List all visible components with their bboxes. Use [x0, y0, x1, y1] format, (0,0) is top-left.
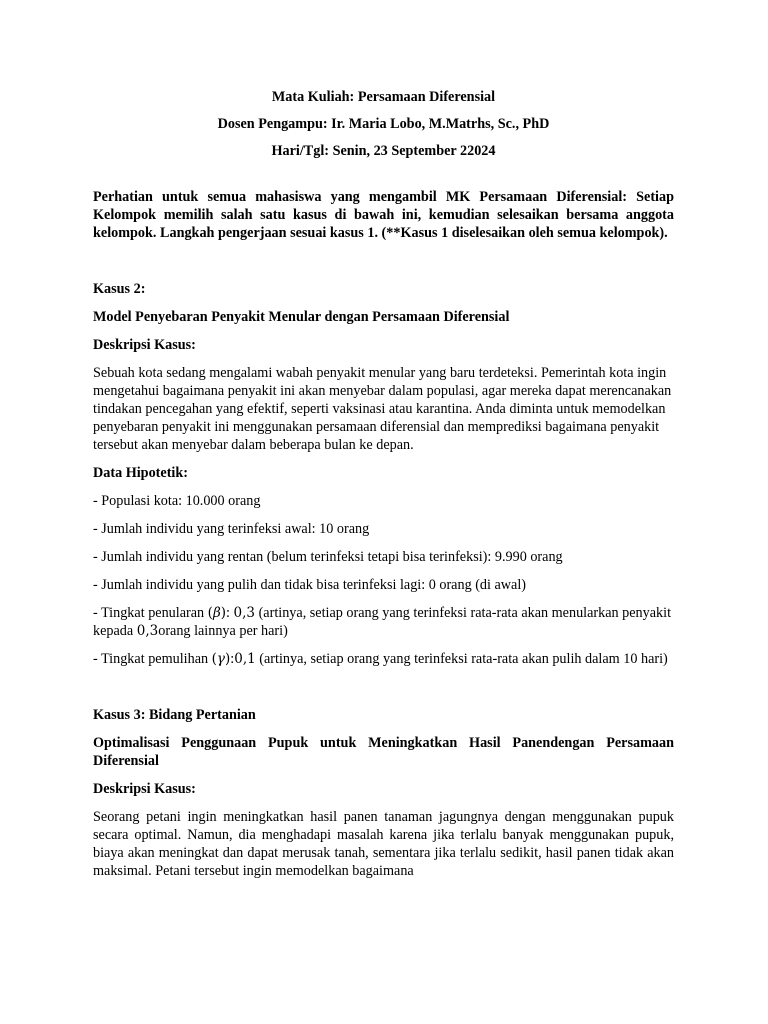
case2-title: Model Penyebaran Penyakit Menular dengan Persamaan Diferensial [93, 309, 510, 325]
course-title: Mata Kuliah: Persamaan Diferensial [271, 89, 496, 105]
data-item-initial-infected: - Jumlah individu yang terinfeksi awal: 10 orang [93, 521, 370, 537]
transmission-colon: : [226, 605, 234, 621]
document-body [93, 88, 674, 880]
transmission-value: 0,3 [233, 605, 256, 621]
case3-heading: Kasus 3: Bidang Pertanian [93, 707, 256, 723]
data-item-transmission-rate [93, 604, 674, 640]
instructions-paragraph: Perhatian untuk semua mahasiswa yang mengambil MK Persamaan Diferensial: Setiap Kelompok memilih salah satu kasus di bawah ini, kemudian selesaikan bersama anggota kelompok. Langkah pengerjaan sesuai kasus 1. (**Kasus 1 diselesaikan oleh semua kelompok). [93, 189, 674, 241]
data-item-recovery-rate [93, 650, 674, 668]
transmission-prefix: - Tingkat penularan [93, 605, 208, 621]
lecturer-line: Dosen Pengampu: Ir. Maria Lobo, M.Matrhs, Sc., PhD [217, 116, 550, 132]
case2-description: Sebuah kota sedang mengalami wabah penyakit menular yang baru terdeteksi. Pemerintah kota ingin mengetahui bagaimana penyakit ini akan menyebar dalam populasi, agar mereka dapat merencanakan tindakan pencegahan yang efektif, seperti vaksinasi atau karantina. Anda diminta untuk memodelkan penyebaran penyakit ini menggunakan persamaan diferensial dan memprediksi bagaimana penyakit tersebut akan menyebar dalam beberapa bulan ke depan. [93, 365, 672, 453]
recovery-symbol: (γ) [211, 651, 231, 667]
case3-description-label: Deskripsi Kasus: [93, 781, 196, 797]
data-item-recovered: - Jumlah individu yang pulih dan tidak bisa terinfeksi lagi: 0 orang (di awal) [93, 577, 527, 593]
recovery-value: 0,1 [234, 651, 256, 667]
transmission-symbol: (β) [207, 605, 227, 621]
case3-title: Optimalisasi Penggunaan Pupuk untuk Meningkatkan Hasil Panendengan Persamaan Diferensial [93, 735, 674, 769]
case2-data-label: Data Hipotetik: [93, 465, 188, 481]
recovery-colon: : [230, 651, 235, 667]
transmission-suffix: orang lainnya per hari) [158, 623, 288, 639]
date-line: Hari/Tgl: Senin, 23 September 22024 [271, 143, 496, 159]
transmission-explanation: (artinya, setiap orang yang terinfeksi rata-rata akan menularkan penyakit kepada [93, 605, 672, 639]
data-item-population: - Populasi kota: 10.000 orang [93, 493, 261, 509]
transmission-value-2: 0,3 [136, 623, 159, 639]
case2-heading: Kasus 2: [93, 281, 146, 297]
case2-data-list [93, 492, 674, 668]
case3-description: Seorang petani ingin meningkatkan hasil panen tanaman jagungnya dengan menggunakan pupuk secara optimal. Namun, dia menghadapi masalah karena jika terlalu banyak menggunakan pupuk, biaya akan meningkat dan dapat merusak tanah, sementara jika terlalu sedikit, hasil panen tidak akan maksimal. Petani tersebut ingin memodelkan bagaimana [93, 809, 674, 879]
case2-description-label: Deskripsi Kasus: [93, 337, 196, 353]
recovery-explanation: (artinya, setiap orang yang terinfeksi rata-rata akan pulih dalam 10 hari) [255, 651, 668, 667]
data-item-susceptible: - Jumlah individu yang rentan (belum terinfeksi tetapi bisa terinfeksi): 9.990 orang [93, 549, 563, 565]
recovery-prefix: - Tingkat pemulihan [93, 651, 212, 667]
